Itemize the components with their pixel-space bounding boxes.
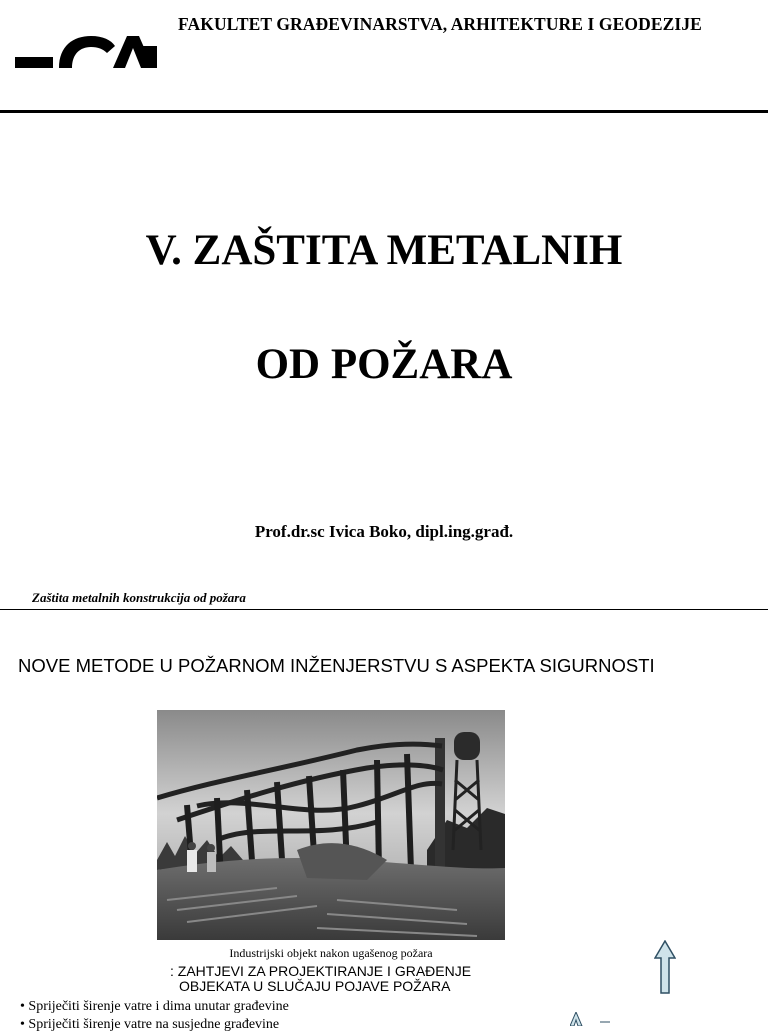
author: Prof.dr.sc Ivica Boko, dipl.ing.građ. bbox=[254, 522, 514, 541]
slide2-heading: NOVE METODE U POŽARNOM INŽENJERSTVU S ASPEKTA SIGURNOSTI bbox=[18, 655, 655, 676]
arrow-up-icon bbox=[654, 940, 676, 994]
title-line-2: OD POŽARA bbox=[255, 341, 513, 388]
list-item: • Spriječiti širenje vatre i dima unutar građevine bbox=[20, 999, 289, 1014]
header-divider bbox=[0, 110, 768, 113]
list-item: • Spriječiti širenje vatre na susjedne građevine bbox=[20, 1017, 280, 1032]
slide-footer: Zaštita metalnih konstrukcija od požara bbox=[32, 590, 246, 605]
requirements-heading bbox=[150, 964, 550, 994]
fgag-logo-icon bbox=[15, 34, 157, 68]
photo-caption: Industrijski objekt nakon ugašenog požara bbox=[229, 946, 433, 960]
burned-building-photo bbox=[157, 710, 505, 940]
requirements-line-2: OBJEKATA U SLUČAJU POJAVE POŽARA bbox=[179, 978, 451, 994]
title-line-1: V. ZAŠTITA METALNIH bbox=[145, 227, 623, 274]
requirements-list bbox=[20, 998, 289, 1034]
requirements-line-1: : ZAHTJEVI ZA PROJEKTIRANJE I GRAĐENJE bbox=[170, 963, 472, 979]
faculty-name: FAKULTET GRAĐEVINARSTVA, ARHITEKTURE I GEODEZIJE bbox=[178, 14, 702, 34]
slide-divider bbox=[0, 609, 768, 610]
